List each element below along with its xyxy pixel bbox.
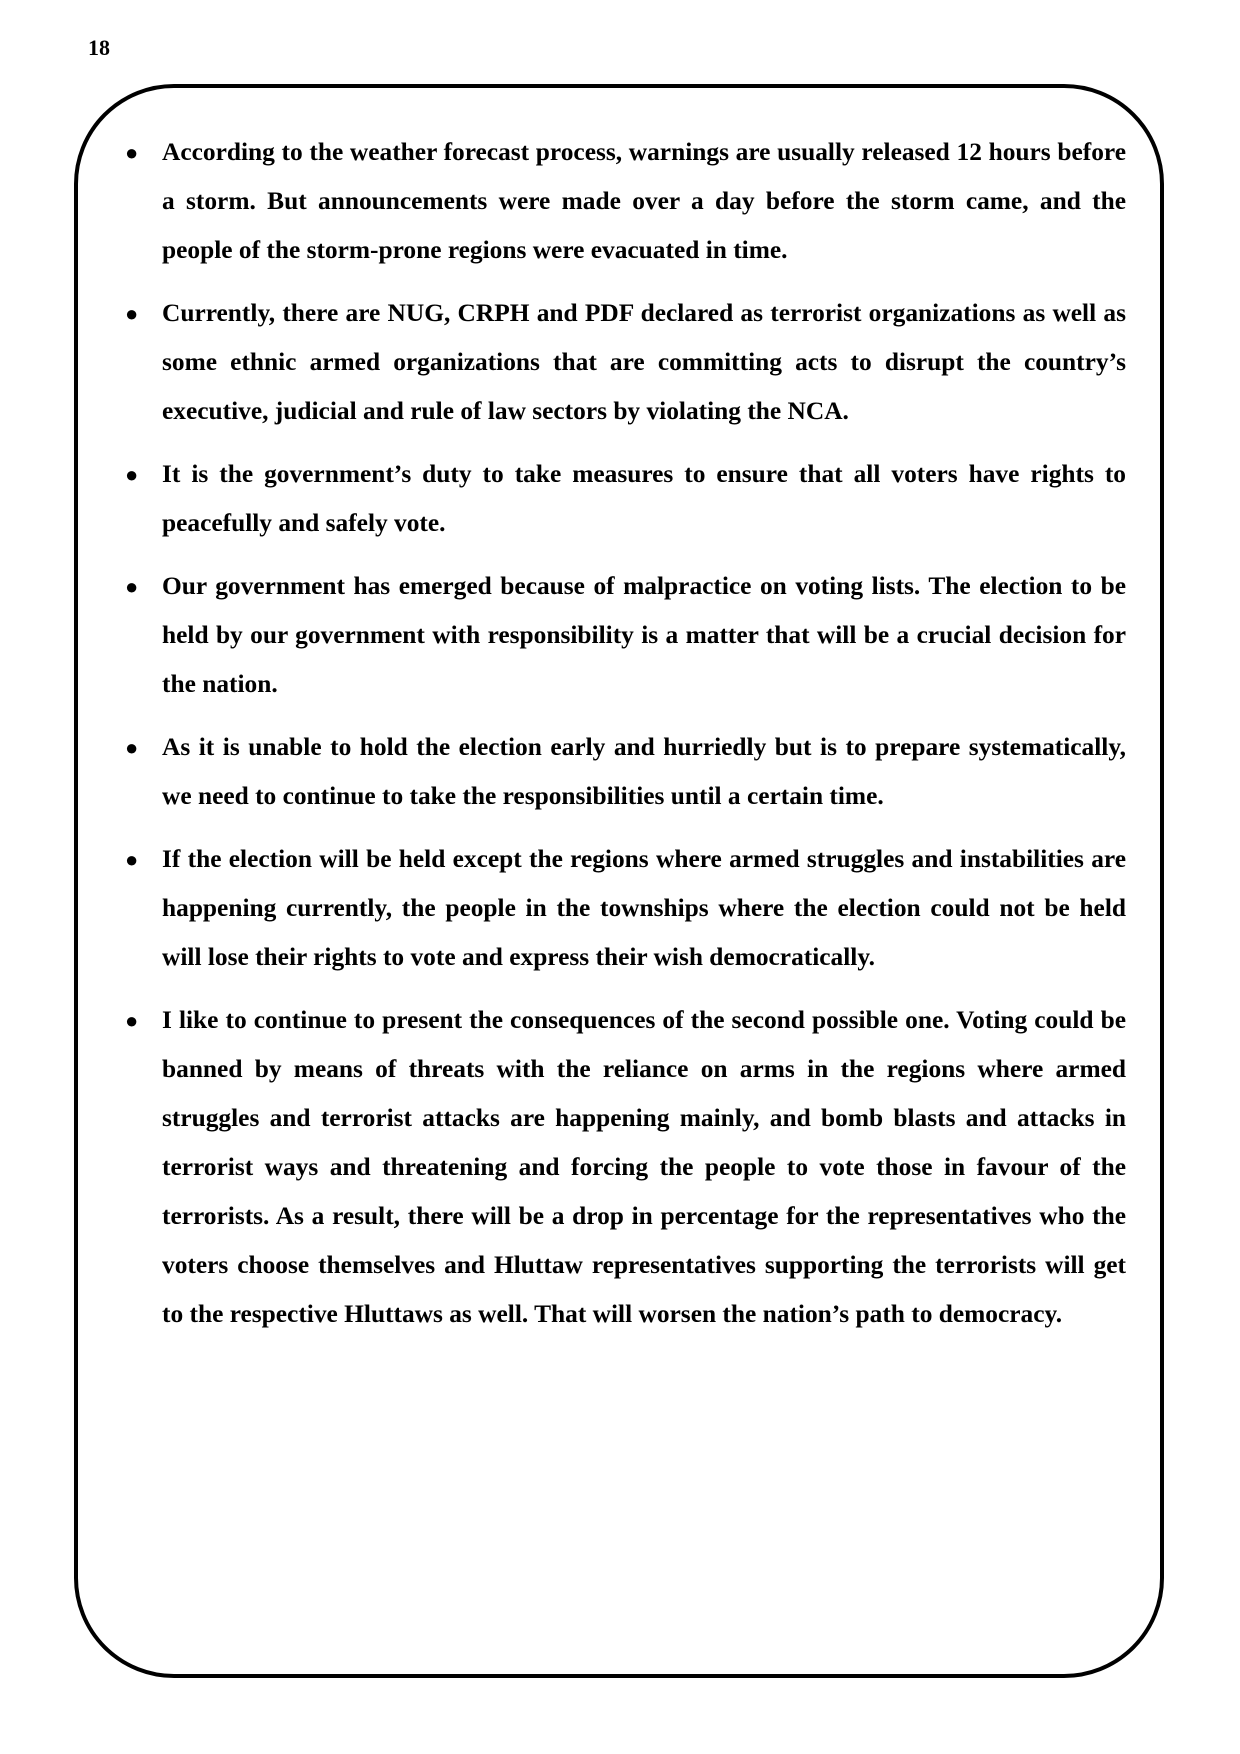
list-item-text: According to the weather forecast process, warnings are usually released 12 hours before a storm. But announcements were made over a day before the storm came, and the people of the storm-prone regions were evacuated in time. [162, 138, 1126, 264]
list-item [118, 562, 1126, 709]
list-item [118, 128, 1126, 275]
list-item-text: Currently, there are NUG, CRPH and PDF declared as terrorist organizations as well as some ethnic armed organizations that are committing acts to disrupt the country’s executive, judicial and rule of law sectors by violating the NCA. [162, 299, 1126, 425]
list-item [118, 835, 1126, 982]
bullet-icon: ● [125, 847, 139, 872]
page-number: 18 [88, 35, 110, 60]
list-item-text: It is the government’s duty to take measures to ensure that all voters have rights to peacefully and safely vote. [162, 460, 1126, 537]
list-item-text: I like to continue to present the consequences of the second possible one. Voting could be banned by means of threats with the reliance on arms in the regions where armed struggles and terrorist attacks are happening mainly, and bomb blasts and attacks in terrorist ways and threatening and forcing the people to vote those in favour of the terrorists. As a result, there will be a drop in percentage for the representatives who the voters choose themselves and Hluttaw representatives supporting the terrorists will get to the respective Hluttaws as well. That will worsen the nation’s path to democracy. [162, 1006, 1126, 1328]
list-item-text: Our government has emerged because of malpractice on voting lists. The election to be held by our government with responsibility is a matter that will be a crucial decision for the nation. [162, 572, 1126, 698]
bullet-list [118, 128, 1126, 1353]
bullet-icon: ● [125, 735, 139, 760]
list-item [118, 723, 1126, 821]
list-item [118, 289, 1126, 436]
bullet-icon: ● [125, 301, 139, 326]
bullet-icon: ● [125, 140, 139, 165]
list-item [118, 996, 1126, 1339]
bullet-icon: ● [125, 574, 139, 599]
list-item-text: If the election will be held except the regions where armed struggles and instabilities are happening currently, the people in the townships where the election could not be held will lose their rights to vote and express their wish democratically. [162, 845, 1126, 971]
bullet-icon: ● [125, 462, 139, 487]
list-item [118, 450, 1126, 548]
bullet-icon: ● [125, 1008, 139, 1033]
list-item-text: As it is unable to hold the election early and hurriedly but is to prepare systematically, we need to continue to take the responsibilities until a certain time. [162, 733, 1126, 810]
